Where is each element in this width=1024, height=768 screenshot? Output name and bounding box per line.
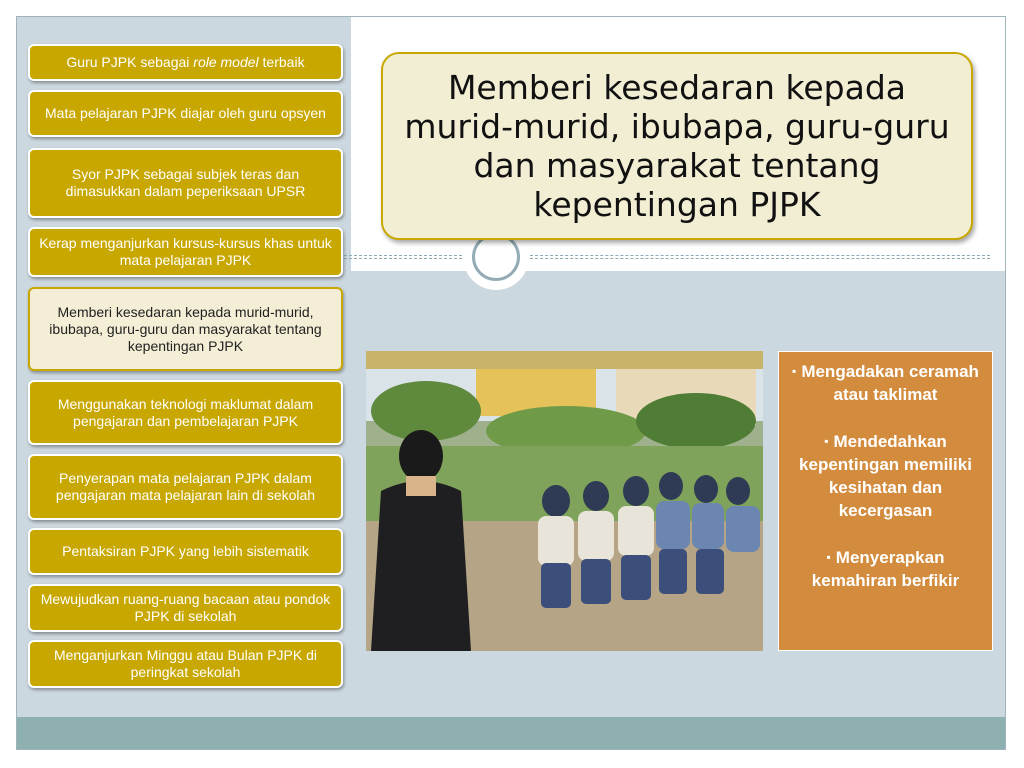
divider-dashed-line (530, 255, 990, 256)
square-bullet-icon: ▪ (824, 434, 829, 448)
divider-dashed-line (530, 258, 990, 259)
strategy-item-highlighted (28, 287, 343, 371)
seminar-photo-illustration (366, 351, 763, 651)
item-text: Mata pelajaran PJPK diajar oleh guru opsyen (45, 105, 326, 121)
strategy-item (28, 528, 343, 575)
bullet-item (789, 360, 982, 406)
item-text: Kerap menganjurkan kursus-kursus khas untuk mata pelajaran PJPK (39, 235, 332, 268)
bullet-item (789, 546, 982, 592)
bullet-text: Menyerapkan kemahiran berfikir (811, 548, 960, 590)
callout-heading-box (381, 52, 973, 240)
item-text: Mewujudkan ruang-ruang bacaan atau pondok PJPK di sekolah (40, 591, 331, 624)
strategy-item (28, 90, 343, 137)
activity-bullet-box (778, 351, 993, 651)
strategy-item (28, 584, 343, 632)
divider-dashed-line (334, 255, 462, 256)
bottom-band (17, 717, 1006, 750)
callout-text: Memberi kesedaran kepada murid-murid, ibubapa, guru-guru dan masyarakat tentang kepentingan PJPK (404, 68, 950, 224)
item-text: Menganjurkan Minggu atau Bulan PJPK di peringkat sekolah (53, 647, 318, 680)
strategy-item (28, 227, 343, 277)
square-bullet-icon: ▪ (826, 550, 831, 564)
item-text: Syor PJPK sebagai subjek teras dan dimasukkan dalam peperiksaan UPSR (65, 166, 306, 199)
seminar-photo (366, 351, 763, 651)
square-bullet-icon: ▪ (792, 364, 797, 378)
divider-circle-ring (472, 233, 520, 281)
item-text: Penyerapan mata pelajaran PJPK dalam pengajaran mata pelajaran lain di sekolah (55, 470, 316, 503)
item-text: Pentaksiran PJPK yang lebih sistematik (62, 543, 309, 559)
strategy-item (28, 640, 343, 688)
strategy-item (28, 454, 343, 520)
divider-dashed-line (334, 258, 462, 259)
bullet-item (789, 430, 982, 522)
strategy-item (28, 380, 343, 445)
bullet-text: Mendedahkan kepentingan memiliki kesihatan dan kecergasan (799, 432, 972, 520)
bullet-text: Mengadakan ceramah atau taklimat (801, 362, 979, 404)
item-text: Memberi kesedaran kepada murid-murid, ibubapa, guru-guru dan masyarakat tentang kepentingan PJPK (49, 303, 322, 354)
item-text: Guru PJPK sebagai role model terbaik (66, 54, 305, 70)
strategy-item-role-model (28, 44, 343, 81)
item-text: Menggunakan teknologi maklumat dalam pengajaran dan pembelajaran PJPK (57, 395, 314, 429)
strategy-item (28, 148, 343, 218)
